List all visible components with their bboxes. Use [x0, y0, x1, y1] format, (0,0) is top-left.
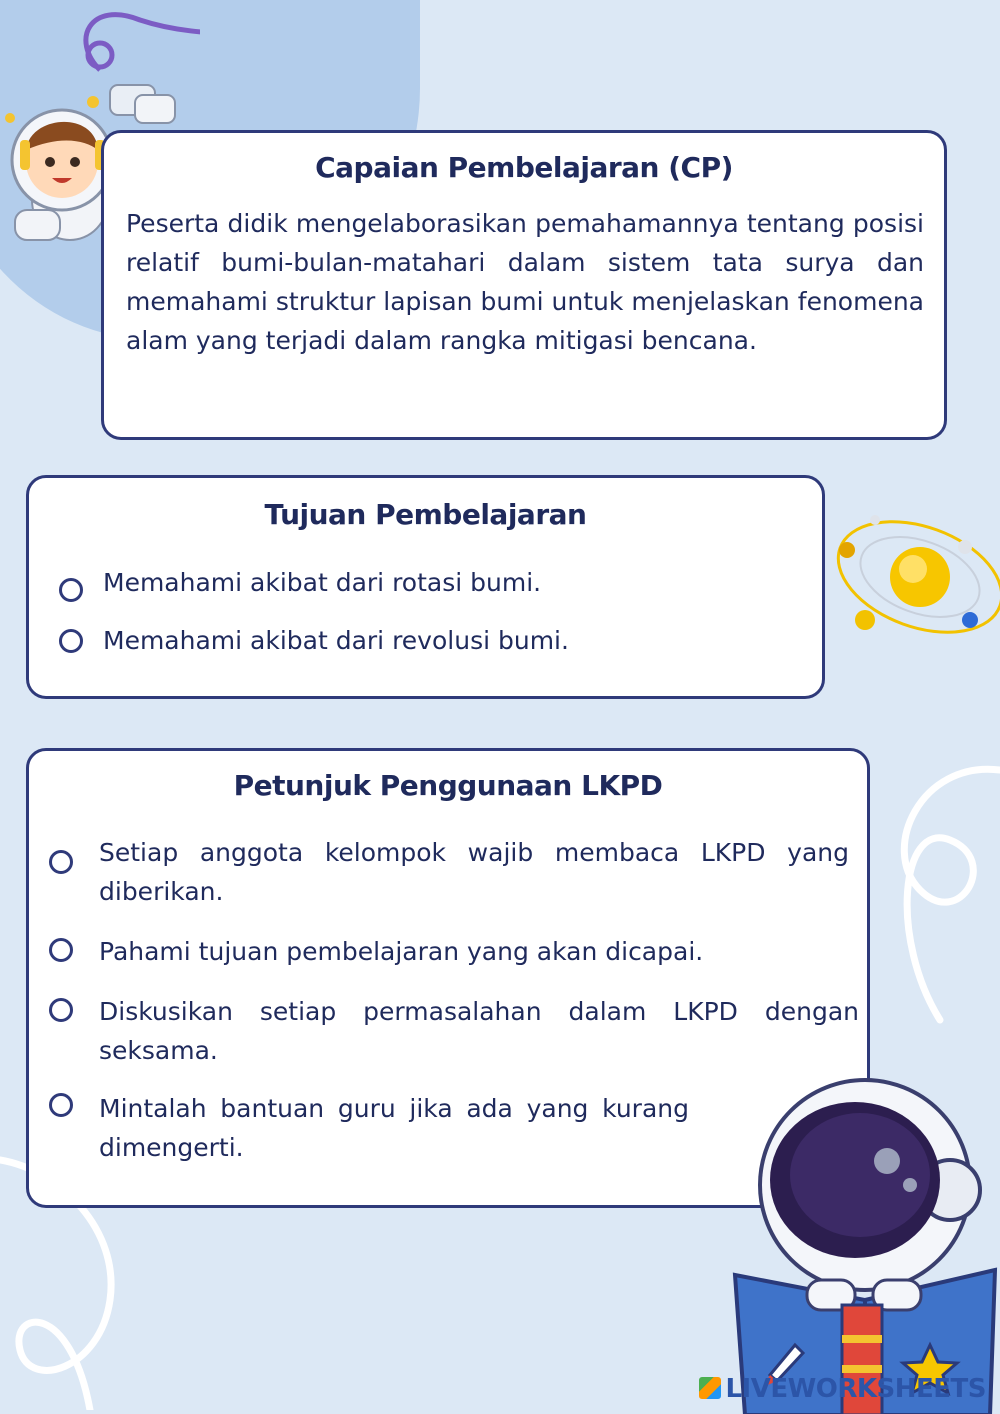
tujuan-item	[59, 563, 802, 602]
tujuan-item-text: Memahami akibat dari revolusi bumi.	[103, 626, 569, 655]
petunjuk-item	[49, 833, 849, 911]
swirl-decoration-right	[880, 740, 1000, 1040]
petunjuk-item-text: Mintalah bantuan guru jika ada yang kurang dimengerti.	[99, 1094, 689, 1162]
circle-bullet-icon	[59, 578, 83, 602]
astronaut-reading-book-icon	[715, 1075, 1000, 1414]
circle-bullet-icon	[49, 850, 73, 874]
cp-title: Capaian Pembelajaran (CP)	[315, 151, 733, 184]
tujuan-card	[26, 475, 825, 699]
petunjuk-title: Petunjuk Penggunaan LKPD	[233, 769, 663, 802]
cp-body: Peserta didik mengelaborasikan pemahamannya tentang posisi relatif bumi-bulan-matahari dalam sistem tata surya dan memahami struktur lapisan bumi untuk menjelaskan fenomena alam yang terjadi dalam rangka mitigasi bencana.	[126, 209, 924, 355]
circle-bullet-icon	[49, 998, 73, 1022]
petunjuk-item	[49, 932, 849, 971]
petunjuk-item-text: Diskusikan setiap permasalahan dalam LKPD dengan seksama.	[99, 997, 859, 1065]
watermark-text: LIVEWORKSHEETS	[725, 1374, 986, 1404]
solar-system-icon	[825, 495, 1000, 675]
circle-bullet-icon	[49, 938, 73, 962]
liveworksheets-logo-icon	[699, 1377, 721, 1399]
petunjuk-item-text: Pahami tujuan pembelajaran yang akan dicapai.	[99, 937, 704, 966]
circle-bullet-icon	[49, 1093, 73, 1117]
cp-card	[101, 130, 947, 440]
petunjuk-item	[49, 1089, 689, 1167]
tujuan-title: Tujuan Pembelajaran	[264, 498, 587, 531]
tujuan-item	[59, 621, 802, 660]
liveworksheets-watermark	[699, 1374, 986, 1404]
circle-bullet-icon	[59, 629, 83, 653]
petunjuk-item	[49, 992, 859, 1070]
petunjuk-item-text: Setiap anggota kelompok wajib membaca LKPD yang diberikan.	[99, 838, 849, 906]
tujuan-item-text: Memahami akibat dari rotasi bumi.	[103, 568, 542, 597]
